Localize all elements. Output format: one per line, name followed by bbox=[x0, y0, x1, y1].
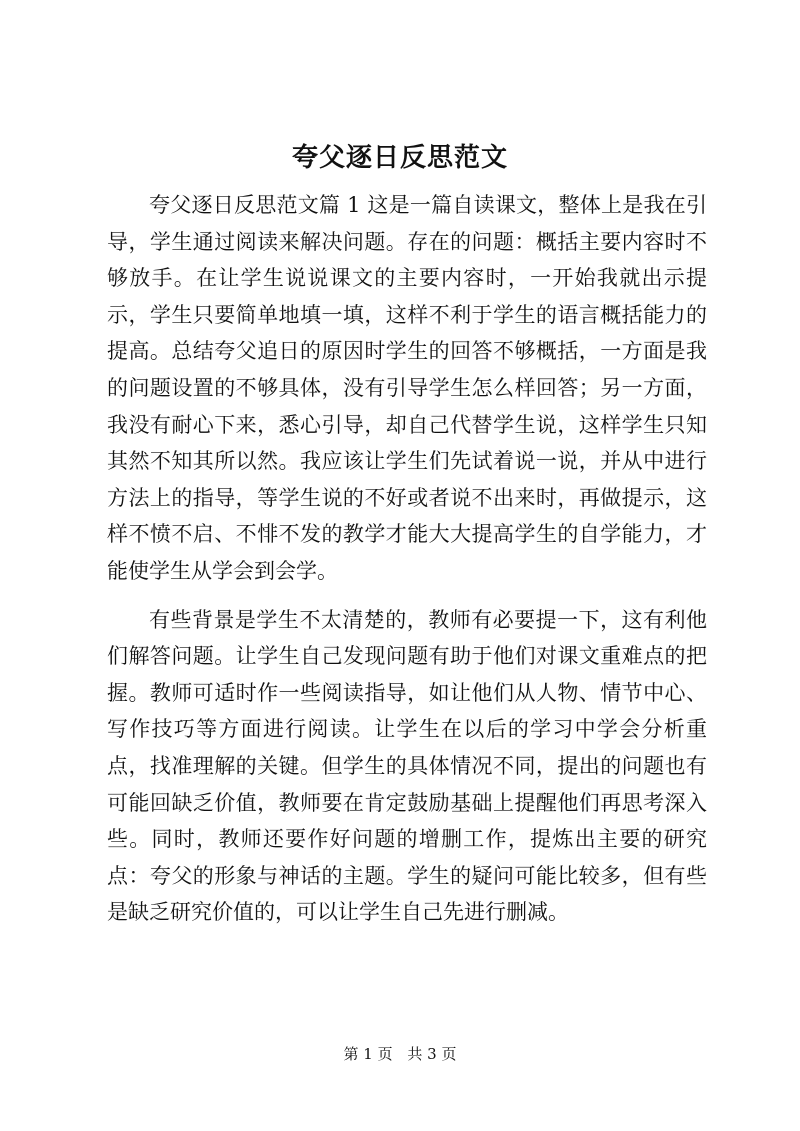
page-count: 共 3 页 bbox=[407, 1045, 457, 1063]
paragraph-2: 有些背景是学生不太清楚的，教师有必要提一下，这有利他们解答问题。让学生自己发现问题有助于他们对课文重难点的把握。教师可适时作一些阅读指导，如让他们从人物、情节中心、写作技巧等方面进行阅读。让学生在以后的学习中学会分析重点，找准理解的关键。但学生的具体情况不同，提出的问题也有可能回缺乏价值，教师要在肯定鼓励基础上提醒他们再思考深入些。同时，教师还要作好问题的增删工作，提炼出主要的研究点：夸父的形象与神话的主题。学生的疑问可能比较多，但有些是缺乏研究价值的，可以让学生自己先进行删减。 bbox=[107, 607, 707, 925]
page-number: 第 1 页 bbox=[343, 1045, 393, 1063]
document-title: 夸父逐日反思范文 bbox=[291, 143, 508, 173]
paragraph-1: 夸父逐日反思范文篇 1 这是一篇自读课文，整体上是我在引导，学生通过阅读来解决问题。存在的问题：概括主要内容时不够放手。在让学生说说课文的主要内容时，一开始我就出示提示，学生只要简单地填一填，这样不利于学生的语言概括能力的提高。总结夸父追日的原因时学生的回答不够概括，一方面是我的问题设置的不够具体，没有引导学生怎么样回答；另一方面，我没有耐心下来，悉心引导，却自己代替学生说，这样学生只知其然不知其所以然。我应该让学生们先试着说一说，并从中进行方法上的指导，等学生说的不好或者说不出来时，再做提示，这样不愤不启、不悱不发的教学才能大大提高学生的自学能力，才能使学生从学会到会学。 bbox=[107, 193, 707, 583]
document-body bbox=[107, 187, 707, 931]
page-footer bbox=[0, 1043, 800, 1065]
